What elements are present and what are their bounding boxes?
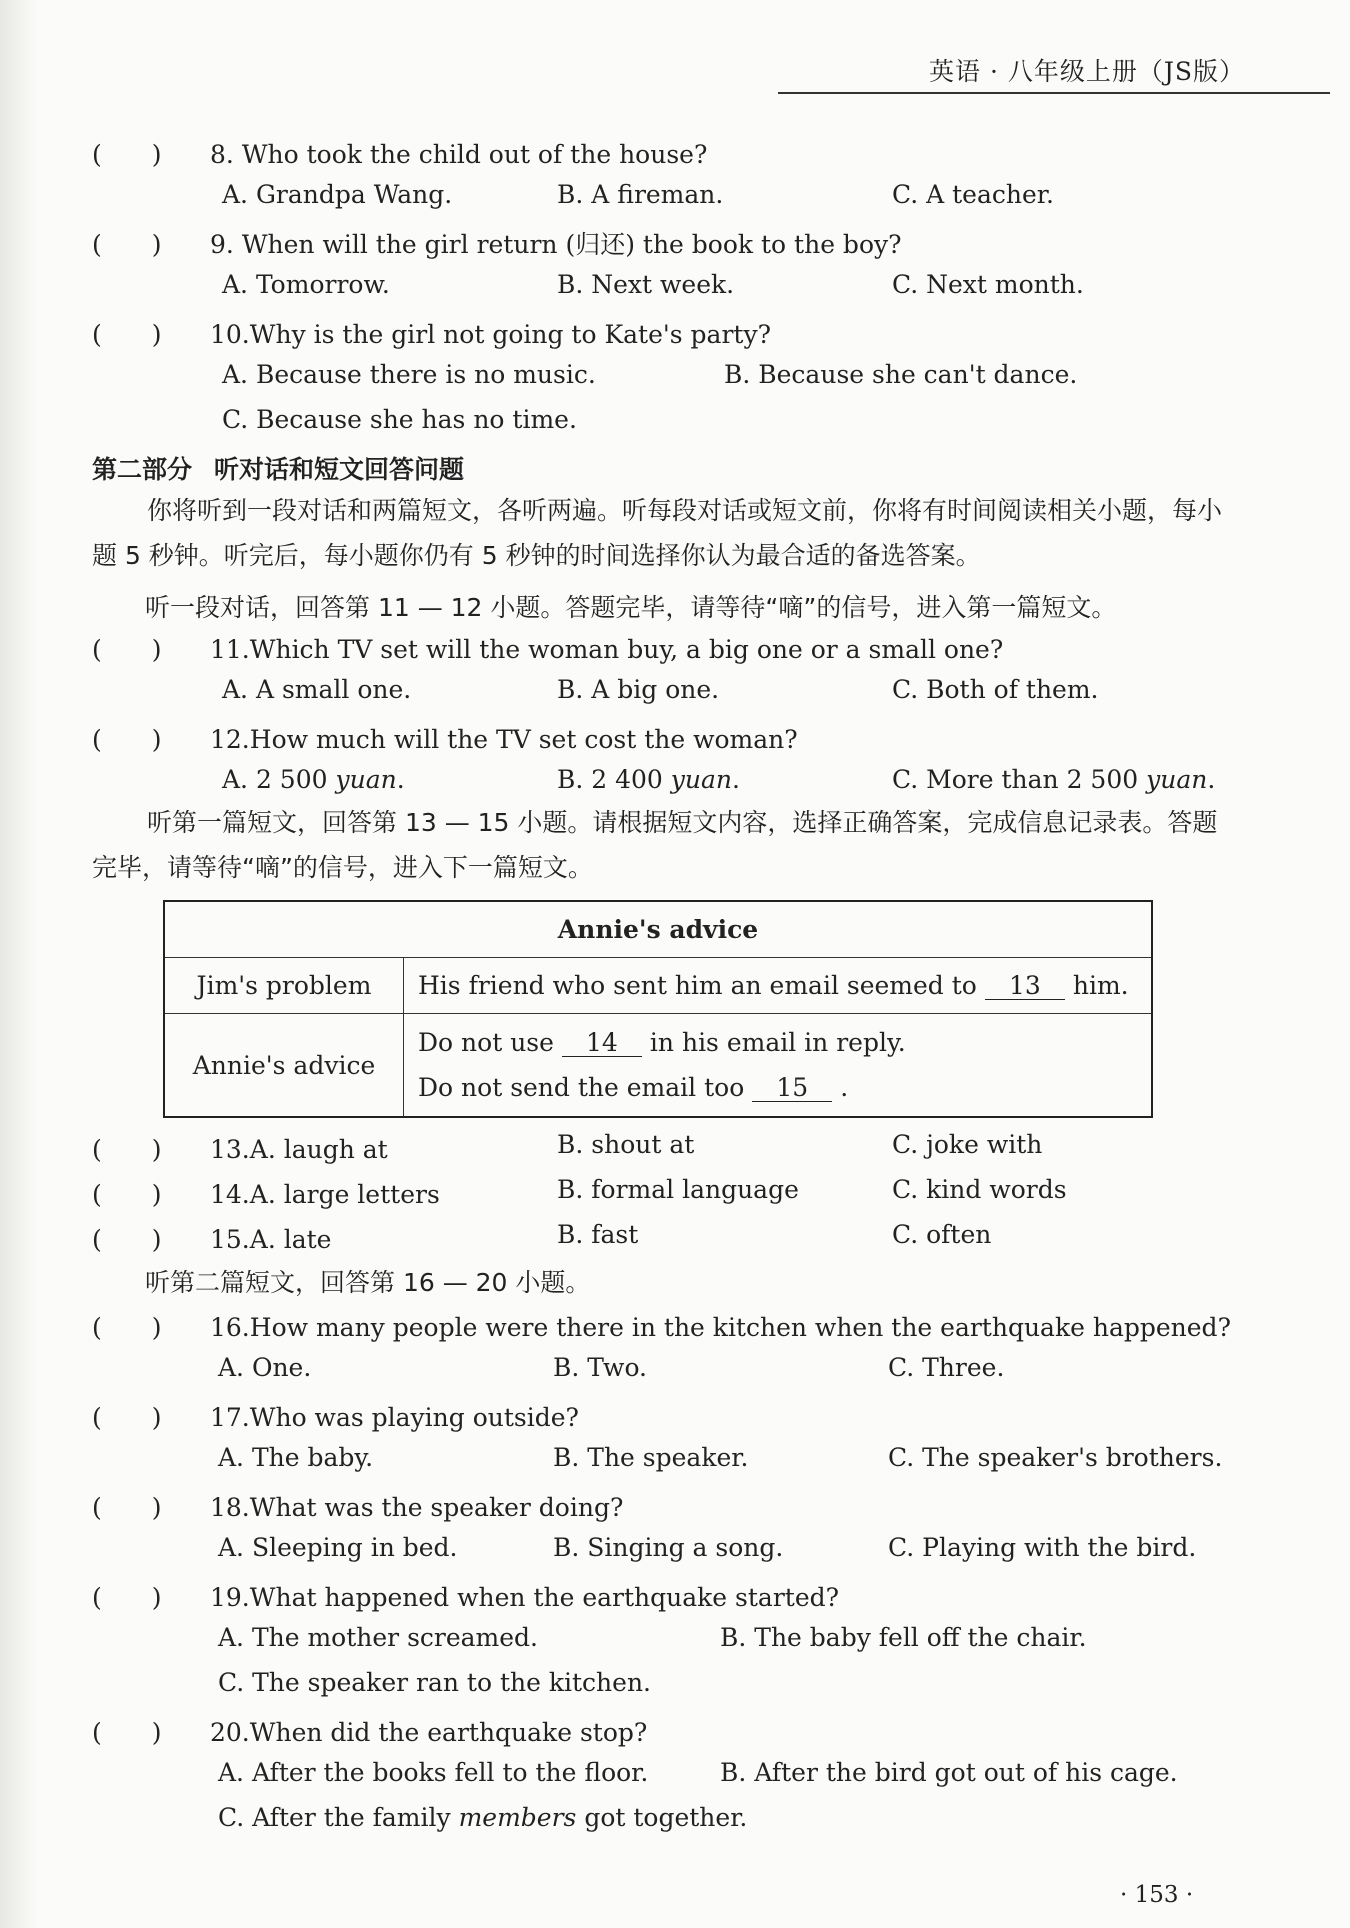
cell-text: him.: [1072, 971, 1129, 1000]
section-label: 第二部分: [92, 455, 193, 484]
option-a[interactable]: A. Sleeping in bed.: [218, 1533, 458, 1562]
question-17: [92, 1398, 579, 1434]
question-number: 17.: [210, 1403, 250, 1432]
table-label-advice: Annie's advice: [164, 1014, 404, 1118]
table-cell-problem: [404, 958, 1153, 1014]
question-text: Who took the child out of the house?: [241, 140, 708, 169]
question-14: [92, 1175, 1067, 1211]
option-a[interactable]: A. One.: [218, 1353, 312, 1382]
option-b[interactable]: B. shout at: [557, 1130, 695, 1159]
question-text: Why is the girl not going to Kate's party?: [249, 320, 771, 349]
option-b[interactable]: B. The baby fell off the chair.: [720, 1623, 1087, 1652]
answer-bracket[interactable]: ( ): [92, 1135, 162, 1164]
answer-bracket[interactable]: ( ): [92, 320, 162, 349]
option-b[interactable]: B. The speaker.: [553, 1443, 749, 1472]
cell-text: Do not send the email too: [418, 1073, 745, 1102]
section-subtitle: 听对话和短文回答问题: [214, 455, 465, 484]
option-a[interactable]: A. The mother screamed.: [218, 1623, 538, 1652]
option-c[interactable]: C. Both of them.: [892, 675, 1099, 704]
option-b[interactable]: B. Because she can't dance.: [724, 360, 1078, 389]
question-number: 11.: [210, 635, 250, 664]
option-c[interactable]: C. The speaker ran to the kitchen.: [218, 1668, 651, 1697]
question-15: [92, 1220, 992, 1256]
option-a[interactable]: A. Tomorrow.: [222, 270, 390, 299]
answer-bracket[interactable]: ( ): [92, 1403, 162, 1432]
option-c[interactable]: C. joke with: [892, 1130, 1043, 1159]
option-a[interactable]: A. After the books fell to the floor.: [218, 1758, 649, 1787]
question-number: 12.: [210, 725, 250, 754]
question-number: 16.: [210, 1313, 250, 1342]
question-8: [92, 135, 707, 171]
option-c-amount: C. More than 2 500: [892, 765, 1139, 794]
instruction-passage-2: 听第二篇短文，回答第 16 — 20 小题。: [145, 1268, 591, 1297]
question-20: [92, 1713, 647, 1749]
answer-bracket[interactable]: ( ): [92, 725, 162, 754]
option-c[interactable]: C. Because she has no time.: [222, 405, 577, 434]
question-number: 13.: [210, 1135, 250, 1164]
section-title: [92, 450, 464, 486]
advice-table: [163, 900, 1153, 1118]
option-a[interactable]: A. The baby.: [218, 1443, 374, 1472]
question-text: How much will the TV set cost the woman?: [249, 725, 798, 754]
option-c-text: C. After the family: [218, 1803, 451, 1832]
question-number: 10.: [210, 320, 250, 349]
option-b-amount: B. 2 400: [557, 765, 663, 794]
option-c[interactable]: C. often: [892, 1220, 992, 1249]
option-c[interactable]: C. Playing with the bird.: [888, 1533, 1197, 1562]
question-10: [92, 315, 771, 351]
cell-text: His friend who sent him an email seemed to: [418, 971, 977, 1000]
option-b[interactable]: B. A fireman.: [557, 180, 724, 209]
question-number: 14.: [210, 1180, 250, 1209]
question-19: [92, 1578, 839, 1614]
option-a[interactable]: A. Grandpa Wang.: [222, 180, 453, 209]
option-a[interactable]: A. late: [249, 1225, 332, 1254]
question-text: How many people were there in the kitchen when the earthquake happened?: [249, 1313, 1231, 1342]
option-a[interactable]: A. A small one.: [222, 675, 412, 704]
question-text: What happened when the earthquake started?: [249, 1583, 840, 1612]
header-rule: [778, 92, 1330, 94]
advice-line-1: [418, 1020, 1137, 1065]
question-number: 15.: [210, 1225, 250, 1254]
question-text: Which TV set will the woman buy, a big one or a small one?: [249, 635, 1004, 664]
option-a-amount: A. 2 500: [222, 765, 328, 794]
option-b[interactable]: B. formal language: [557, 1175, 799, 1204]
option-c[interactable]: [218, 1803, 747, 1832]
instruction-passage-1: 听第一篇短文，回答第 13 — 15 小题。请根据短文内容，选择正确答案，完成信息记录表。答题完毕，请等待“嘀”的信号，进入下一篇短文。: [92, 808, 1218, 882]
option-a[interactable]: [222, 765, 405, 794]
answer-bracket[interactable]: ( ): [92, 1493, 162, 1522]
question-18: [92, 1488, 623, 1524]
answer-bracket[interactable]: ( ): [92, 1313, 162, 1342]
option-a[interactable]: A. Because there is no music.: [222, 360, 596, 389]
option-a[interactable]: A. laugh at: [249, 1135, 388, 1164]
table-label-problem: Jim's problem: [164, 958, 404, 1014]
period: .: [396, 765, 405, 794]
period: .: [732, 765, 740, 794]
answer-bracket[interactable]: ( ): [92, 635, 162, 664]
option-a[interactable]: A. large letters: [249, 1180, 440, 1209]
answer-bracket[interactable]: ( ): [92, 1180, 162, 1209]
option-c-emphasis: members: [458, 1803, 577, 1832]
question-number: 20.: [210, 1718, 250, 1747]
advice-line-2: [418, 1065, 1137, 1110]
option-b[interactable]: [557, 765, 740, 794]
question-text: What was the speaker doing?: [249, 1493, 624, 1522]
blank-14[interactable]: 14: [562, 1030, 642, 1057]
question-12: [92, 720, 798, 756]
option-b[interactable]: B. A big one.: [557, 675, 720, 704]
question-number: 9.: [210, 230, 234, 259]
option-b[interactable]: B. fast: [557, 1220, 639, 1249]
option-b[interactable]: B. After the bird got out of his cage.: [720, 1758, 1178, 1787]
question-number: 8.: [210, 140, 234, 169]
section-intro: 你将听到一段对话和两篇短文，各听两遍。听每段对话或短文前，你将有时间阅读相关小题，每小题 5 秒钟。听完后，每小题你仍有 5 秒钟的时间选择你认为最合适的备选答案。: [92, 496, 1223, 570]
answer-bracket[interactable]: ( ): [92, 140, 162, 169]
option-b[interactable]: B. Singing a song.: [553, 1533, 784, 1562]
table-title: Annie's advice: [164, 901, 1152, 958]
question-text: Who was playing outside?: [249, 1403, 579, 1432]
option-c[interactable]: C. Three.: [888, 1353, 1005, 1382]
option-b[interactable]: B. Two.: [553, 1353, 648, 1382]
question-text: When did the earthquake stop?: [249, 1718, 648, 1747]
option-c-text: got together.: [584, 1803, 748, 1832]
cell-text: .: [840, 1073, 849, 1102]
blank-15[interactable]: 15: [752, 1075, 832, 1102]
option-b[interactable]: B. Next week.: [557, 270, 735, 299]
cell-text: Do not use: [418, 1028, 554, 1057]
question-number: 19.: [210, 1583, 250, 1612]
option-c[interactable]: C. The speaker's brothers.: [888, 1443, 1223, 1472]
blank-13[interactable]: 13: [985, 973, 1065, 1000]
instruction-dialogue: 听一段对话，回答第 11 — 12 小题。答题完毕，请等待“嘀”的信号，进入第一篇短文。: [145, 593, 1117, 622]
answer-bracket[interactable]: ( ): [92, 1718, 162, 1747]
answer-bracket[interactable]: ( ): [92, 1225, 162, 1254]
answer-bracket[interactable]: ( ): [92, 230, 162, 259]
option-c[interactable]: C. Next month.: [892, 270, 1084, 299]
question-9: [92, 225, 902, 261]
period: .: [1207, 765, 1216, 794]
header-title: 英语 · 八年级上册（JS版）: [929, 57, 1245, 86]
question-number: 18.: [210, 1493, 250, 1522]
table-cell-advice: [404, 1014, 1153, 1118]
option-c[interactable]: [892, 765, 1215, 794]
scan-edge-shadow: [0, 0, 38, 1928]
question-11: [92, 630, 1003, 666]
answer-bracket[interactable]: ( ): [92, 1583, 162, 1612]
currency-unit: yuan: [335, 765, 397, 794]
option-c[interactable]: C. kind words: [892, 1175, 1067, 1204]
question-text: When will the girl return (归还) the book to the boy?: [241, 230, 902, 259]
option-c[interactable]: C. A teacher.: [892, 180, 1054, 209]
question-13: [92, 1130, 1043, 1166]
cell-text: in his email in reply.: [649, 1028, 906, 1057]
question-16: [92, 1308, 1231, 1344]
page-number: · 153 ·: [1120, 1882, 1194, 1908]
currency-unit: yuan: [670, 765, 733, 794]
currency-unit: yuan: [1146, 765, 1208, 794]
